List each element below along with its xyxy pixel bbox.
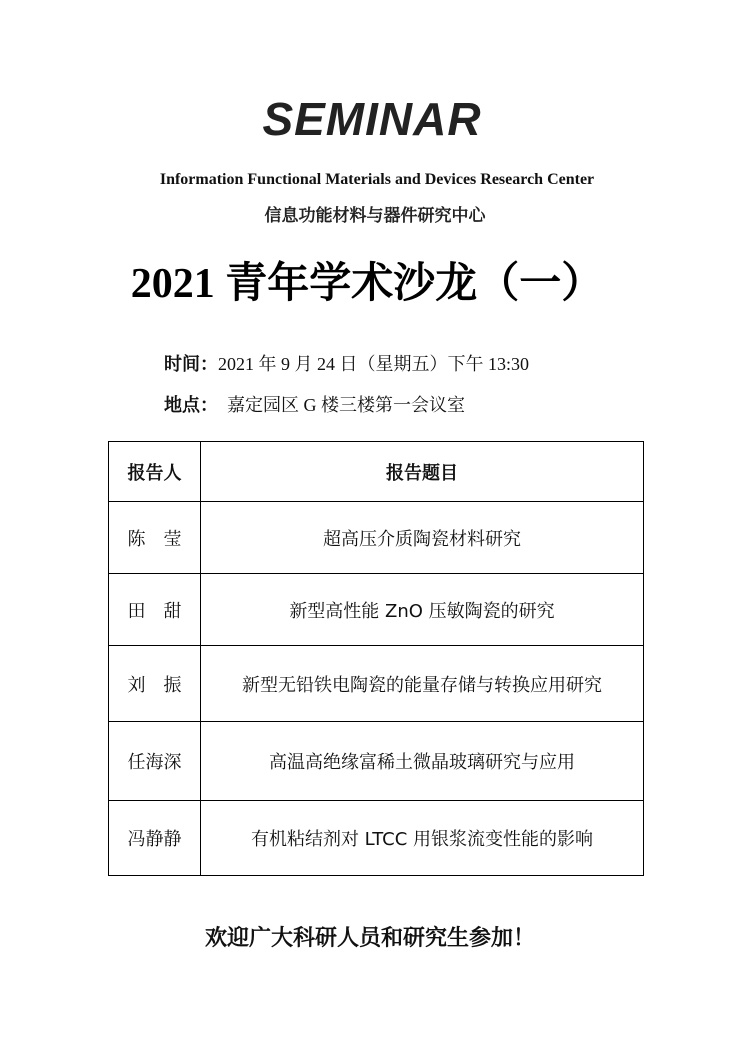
center-name-chinese: 信息功能材料与器件研究中心 — [264, 206, 486, 226]
time-row — [164, 350, 529, 376]
header-topic: 报告题目 — [201, 442, 644, 502]
table-header-row — [109, 442, 644, 502]
speaker-cell: 刘 振 — [109, 646, 201, 722]
table-row — [109, 574, 644, 646]
topic-cell: 新型高性能 ZnO 压敏陶瓷的研究 — [201, 574, 644, 646]
seminar-heading: SEMINAR — [262, 93, 482, 145]
welcome-message: 欢迎广大科研人员和研究生参加！ — [204, 926, 535, 951]
topic-cell: 超高压介质陶瓷材料研究 — [201, 502, 644, 574]
speaker-cell: 冯静静 — [109, 801, 201, 876]
time-label: 时间： — [164, 354, 218, 375]
topic-cell: 有机粘结剂对 LTCC 用银浆流变性能的影响 — [201, 801, 644, 876]
table-row — [109, 646, 644, 722]
table-row — [109, 502, 644, 574]
table-row — [109, 722, 644, 801]
table-row — [109, 801, 644, 876]
place-value: 嘉定园区 G 楼三楼第一会议室 — [227, 395, 465, 415]
header-speaker: 报告人 — [109, 442, 201, 502]
event-title: 2021 青年学术沙龙（一） — [130, 261, 604, 307]
time-value: 2021 年 9 月 24 日（星期五）下午 13:30 — [218, 354, 529, 374]
schedule-table — [108, 441, 644, 876]
speaker-cell: 田 甜 — [109, 574, 201, 646]
center-name-english: Information Functional Materials and Devices Research Center — [159, 171, 595, 188]
topic-cell: 高温高绝缘富稀土微晶玻璃研究与应用 — [201, 722, 644, 801]
place-label: 地点： — [164, 395, 218, 416]
place-row — [164, 391, 465, 417]
speaker-cell: 陈 莹 — [109, 502, 201, 574]
topic-cell: 新型无铅铁电陶瓷的能量存储与转换应用研究 — [201, 646, 644, 722]
speaker-cell: 任海深 — [109, 722, 201, 801]
